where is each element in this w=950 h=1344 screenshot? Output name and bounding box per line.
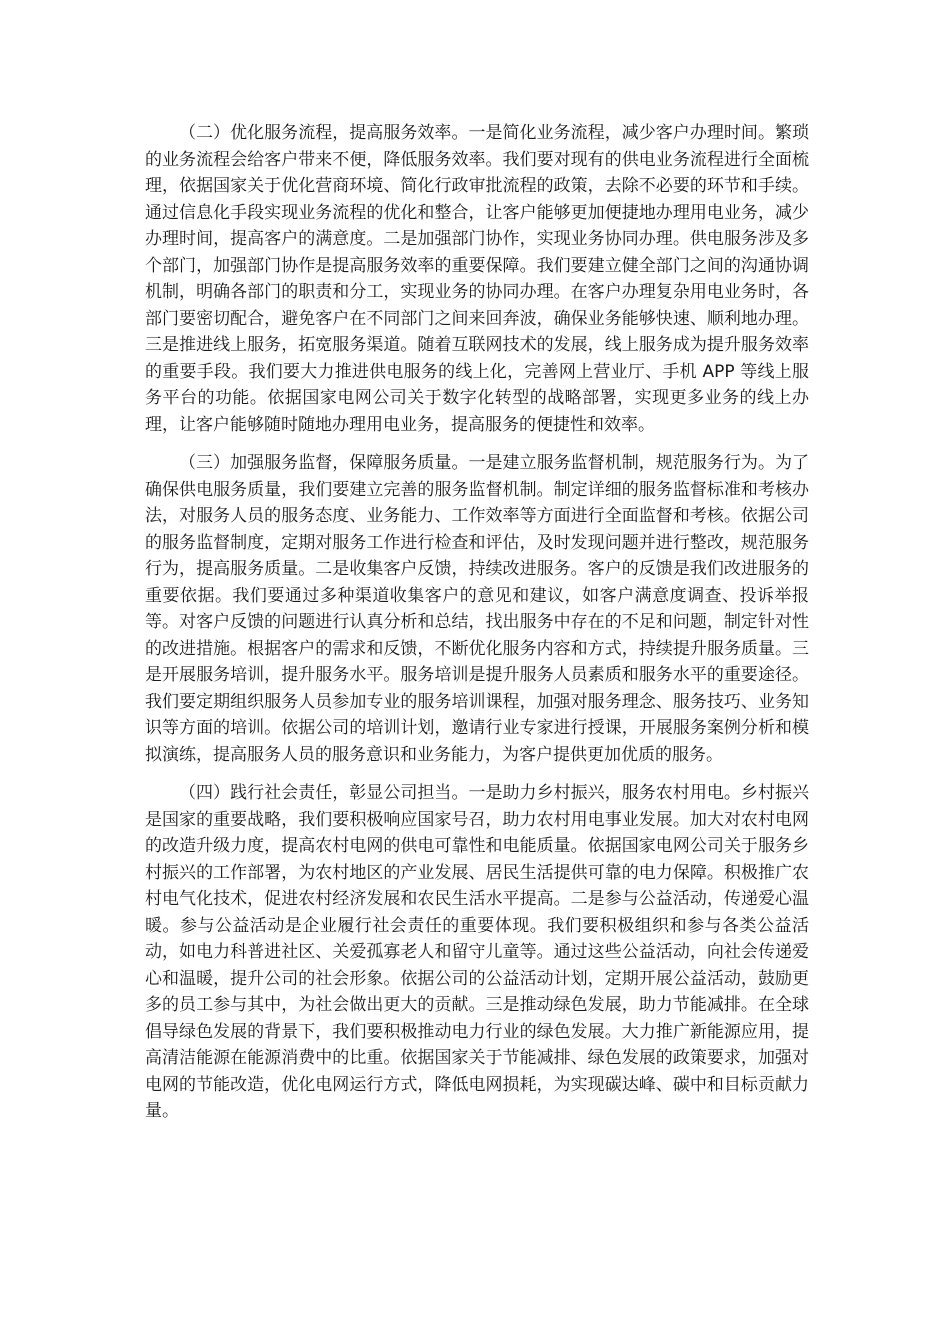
paragraph-social-responsibility: （四）践行社会责任，彰显公司担当。一是助力乡村振兴，服务农村用电。乡村振兴是国家的重要战略，我们要积极响应国家号召，助力农村用电事业发展。加大对农村电网的改造升级力度，提高农村电网的供电可靠性和电能质量。依据国家电网公司关于服务乡村振兴的工作部署，为农村地区的产业发展、居民生活提供可靠的电力保障。积极推广农村电气化技术，促进农村经济发展和农民生活水平提高。二是参与公益活动，传递爱心温暖。参与公益活动是企业履行社会责任的重要体现。我们要积极组织和参与各类公益活动，如电力科普进社区、关爱孤寡老人和留守儿童等。通过这些公益活动，向社会传递爱心和温暖，提升公司的社会形象。依据公司的公益活动计划，定期开展公益活动，鼓励更多的员工参与其中，为社会做出更大的贡献。三是推动绿色发展，助力节能减排。在全球倡导绿色发展的背景下，我们要积极推动电力行业的绿色发展。大力推广新能源应用，提高清洁能源在能源消费中的比重。依据国家关于节能减排、绿色发展的政策要求，加强对电网的节能改造，优化电网运行方式，降低电网损耗，为实现碳达峰、碳中和目标贡献力量。 [145,783,809,1121]
paragraph-strengthen-service-supervision: （三）加强服务监督，保障服务质量。一是建立服务监督机制，规范服务行为。为了确保供电服务质量，我们要建立完善的服务监督机制。制定详细的服务监督标准和考核办法，对服务人员的服务态度、业务能力、工作效率等方面进行全面监督和考核。依据公司的服务监督制度，定期对服务工作进行检查和评估，及时发现问题并进行整改，规范服务行为，提高服务质量。二是收集客户反馈，持续改进服务。客户的反馈是我们改进服务的重要依据。我们要通过多种渠道收集客户的意见和建议，如客户满意度调查、投诉举报等。对客户反馈的问题进行认真分析和总结，找出服务中存在的不足和问题，制定针对性的改进措施。根据客户的需求和反馈，不断优化服务内容和方式，持续提升服务质量。三是开展服务培训，提升服务水平。服务培训是提升服务人员素质和服务水平的重要途径。我们要定期组织服务人员参加专业的服务培训课程，加强对服务理念、服务技巧、业务知识等方面的培训。依据公司的培训计划，邀请行业专家进行授课，开展服务案例分析和模拟演练，提高服务人员的服务意识和业务能力，为客户提供更加优质的服务。 [145,453,809,765]
document-body [145,120,809,1137]
paragraph-optimize-service-process: （二）优化服务流程，提高服务效率。一是简化业务流程，减少客户办理时间。繁琐的业务流程会给客户带来不便，降低服务效率。我们要对现有的供电业务流程进行全面梳理，依据国家关于优化营商环境、简化行政审批流程的政策，去除不必要的环节和手续。通过信息化手段实现业务流程的优化和整合，让客户能够更加便捷地办理用电业务，减少办理时间，提高客户的满意度。二是加强部门协作，实现业务协同办理。供电服务涉及多个部门，加强部门协作是提高服务效率的重要保障。我们要建立健全部门之间的沟通协调机制，明确各部门的职责和分工，实现业务的协同办理。在客户办理复杂用电业务时，各部门要密切配合，避免客户在不同部门之间来回奔波，确保业务能够快速、顺利地办理。三是推进线上服务，拓宽服务渠道。随着互联网技术的发展，线上服务成为提升服务效率的重要手段。我们要大力推进供电服务的线上化，完善网上营业厅、手机 APP 等线上服务平台的功能。依据国家电网公司关于数字化转型的战略部署，实现更多业务的线上办理，让客户能够随时随地办理用电业务，提高服务的便捷性和效率。 [145,123,809,435]
